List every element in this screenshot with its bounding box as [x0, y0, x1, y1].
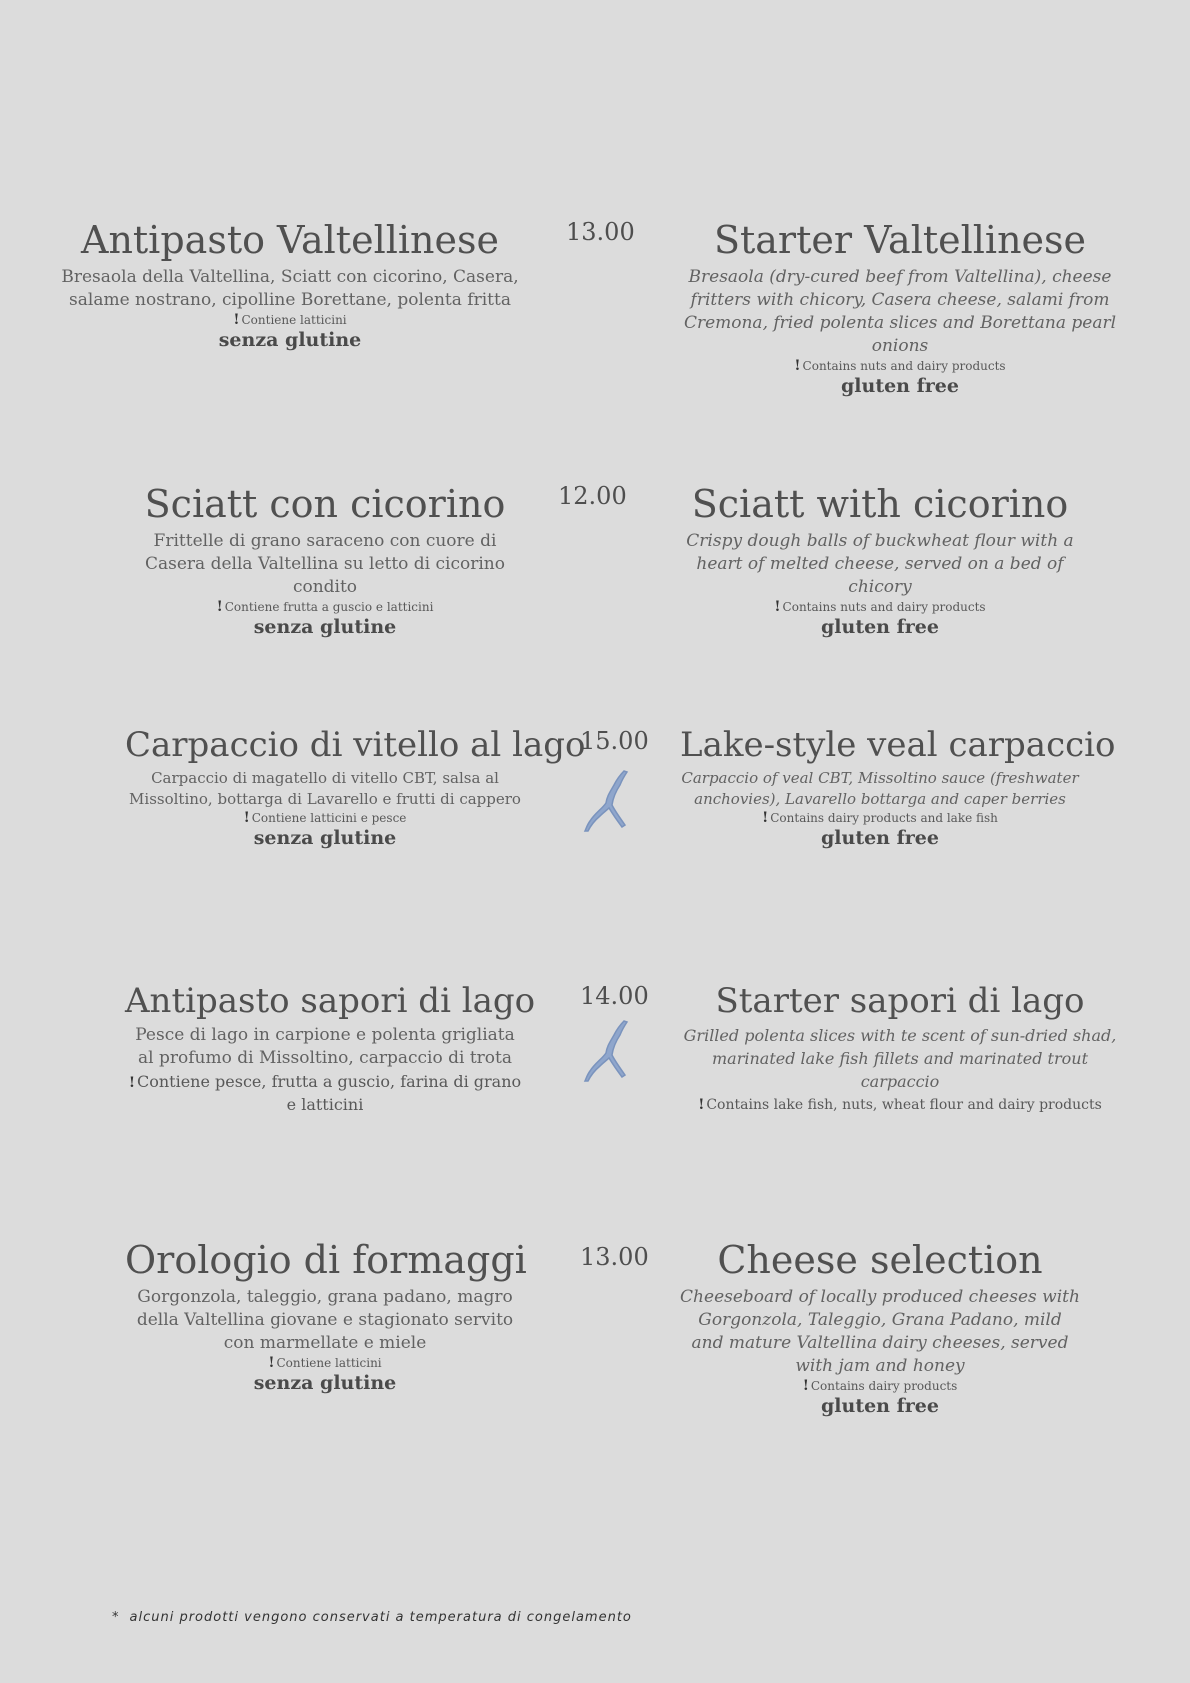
- warning-icon: !: [698, 1097, 705, 1114]
- dish-name: Starter sapori di lago: [715, 981, 1085, 1021]
- price: 12.00: [558, 482, 627, 510]
- warning-icon: !: [216, 598, 223, 615]
- asterisk-icon: *: [112, 1610, 120, 1625]
- warning-icon: !: [233, 311, 240, 328]
- menu-item-en: [680, 484, 1080, 639]
- dish-description: Pesce di lago in carpione e polenta grigliata al profumo di Missoltino, carpaccio di trota: [135, 1025, 515, 1069]
- menu-item-it: [125, 1240, 525, 1395]
- menu-item-en: [680, 1240, 1080, 1418]
- dish-description: Carpaccio di magatello di vitello CBT, salsa al Missoltino, bottarga di Lavarello e frutti di cappero: [129, 769, 521, 809]
- menu-item-it: [125, 725, 586, 850]
- dish-name: Carpaccio di vitello al lago: [125, 725, 586, 765]
- allergen-note: ! Contiene latticini: [268, 1354, 382, 1371]
- allergen-note: ! Contains dairy products: [802, 1377, 958, 1394]
- menu-item-en: [680, 220, 1120, 398]
- dish-name: Sciatt con cicorino: [144, 482, 506, 526]
- warning-icon: !: [762, 810, 769, 827]
- menu-item-en: [680, 725, 1116, 850]
- warning-icon: !: [243, 810, 250, 827]
- allergen-note: ! Contains lake fish, nuts, wheat flour and dairy products: [698, 1097, 1102, 1114]
- menu-item-en: [680, 983, 1120, 1116]
- allergen-note: ! Contains nuts and dairy products: [794, 357, 1006, 374]
- dish-description: Cheeseboard of locally produced cheeses with Gorgonzola, Taleggio, Grana Padano, mild and mature Valtellina dairy cheeses, served with jam and honey: [680, 1286, 1080, 1376]
- dish-name: Antipasto sapori di lago: [125, 981, 536, 1021]
- warning-icon: !: [802, 1377, 809, 1394]
- dish-name: Orologio di formaggi: [125, 1238, 527, 1282]
- dish-name: Antipasto Valtellinese: [81, 218, 499, 262]
- gluten-free-label: senza glutine: [253, 827, 397, 850]
- gluten-free-label: gluten free: [821, 827, 939, 850]
- gluten-free-label: gluten free: [841, 374, 959, 397]
- footnote-text: alcuni prodotti vengono conservati a temperatura di congelamento: [129, 1610, 632, 1625]
- gluten-free-label: gluten free: [821, 615, 939, 638]
- price: 13.00: [566, 218, 635, 246]
- dish-name: Cheese selection: [717, 1238, 1043, 1282]
- dish-description: Crispy dough balls of buckwheat flour with a heart of melted cheese, served on a bed of chicory: [686, 530, 1074, 597]
- footnote: [112, 1610, 632, 1625]
- dish-description: Bresaola della Valtellina, Sciatt con cicorino, Casera, salame nostrano, cipolline Borettane, polenta fritta: [61, 266, 519, 310]
- warning-icon: !: [794, 357, 801, 374]
- allergen-note: ! Contiene frutta a guscio e latticini: [216, 598, 434, 615]
- dish-name: Starter Valtellinese: [713, 218, 1087, 262]
- dish-description: Gorgonzola, taleggio, grana padano, magro della Valtellina giovane e stagionato servito con marmellate e miele: [136, 1286, 514, 1353]
- menu-item-it: [125, 981, 536, 1116]
- allergen-note: ! Contains nuts and dairy products: [774, 598, 986, 615]
- lake-icon: [580, 765, 632, 833]
- warning-icon: !: [774, 598, 781, 615]
- allergen-note: ! Contiene latticini e pesce: [243, 810, 407, 827]
- warning-icon: !: [268, 1354, 275, 1371]
- gluten-free-label: senza glutine: [253, 615, 397, 638]
- dish-description: Grilled polenta slices with te scent of sun-dried shad, marinated lake fish fillets and marinated trout carpaccio: [683, 1026, 1117, 1092]
- lake-icon: [580, 1015, 632, 1083]
- warning-icon: !: [128, 1075, 135, 1092]
- dish-name: Lake-style veal carpaccio: [680, 725, 1116, 765]
- gluten-free-label: senza glutine: [253, 1371, 397, 1394]
- price: 14.00: [580, 982, 649, 1010]
- dish-description: Frittelle di grano saraceno con cuore di Casera della Valtellina su letto di cicorino condito: [145, 530, 505, 597]
- allergen-note: ! Contains dairy products and lake fish: [762, 810, 998, 827]
- gluten-free-label: gluten free: [821, 1394, 939, 1417]
- price: 13.00: [580, 1243, 649, 1271]
- price: 15.00: [580, 727, 649, 755]
- allergen-note: ! Contiene pesce, frutta a guscio, farina di grano e latticini: [128, 1072, 522, 1115]
- menu-item-it: [125, 484, 525, 639]
- gluten-free-label: senza glutine: [218, 328, 362, 351]
- menu-item-it: [55, 220, 525, 352]
- dish-description: Carpaccio of veal CBT, Missoltino sauce (freshwater anchovies), Lavarello bottarga and caper berries: [681, 769, 1079, 809]
- allergen-note: ! Contiene latticini: [233, 311, 347, 328]
- dish-description: Bresaola (dry-cured beef from Valtellina), cheese fritters with chicory, Casera cheese, salami from Cremona, fried polenta slices and Borettana pearl onions: [683, 266, 1117, 356]
- dish-name: Sciatt with cicorino: [691, 482, 1069, 526]
